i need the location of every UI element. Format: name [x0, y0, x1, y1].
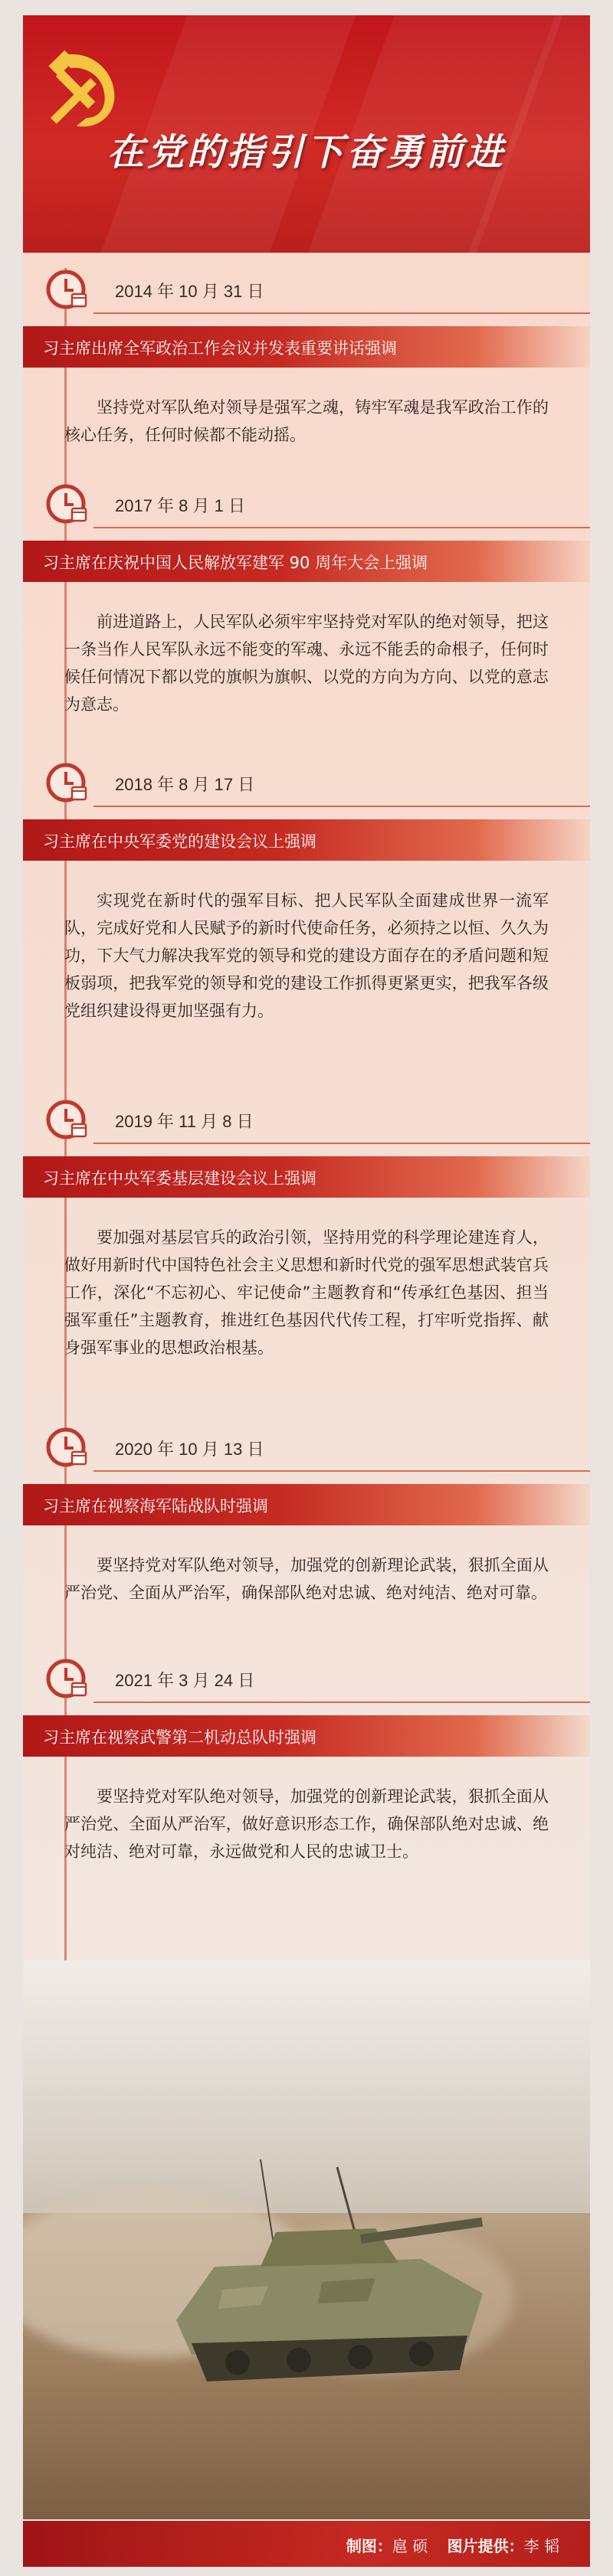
- entry-heading: 习主席在中央军委基层建设会议上强调: [43, 1169, 316, 1188]
- date-row: [23, 1095, 590, 1144]
- date-row: [23, 1423, 590, 1472]
- credits: [346, 2534, 559, 2556]
- entry-body: 实现党在新时代的强军目标、把人民军队全面建成世界一流军队，完成好党和人民赋予的新时代使命任务，必须持之以恒、久久为功，下大气力解决我军党的领导和党的建设方面存在的矛盾问题和短板弱项，把我军党的领导和党的建设工作抓得更紧更实，把我军各级党组织建设得更加坚强有力。: [64, 891, 549, 1020]
- clock-calendar-icon: [46, 761, 89, 804]
- timeline-entry: [23, 1095, 590, 1362]
- entry-heading-bar: [23, 541, 590, 582]
- entry-date: 2019 年 11 月 8 日: [115, 1112, 254, 1131]
- design-credit-label: 制图：: [346, 2537, 392, 2555]
- entry-heading: 习主席在视察武警第二机动总队时强调: [43, 1728, 316, 1747]
- header-banner: [23, 15, 590, 253]
- photo-credit-label: 图片提供：: [447, 2537, 524, 2555]
- entry-heading: 习主席在视察海军陆战队时强调: [43, 1497, 268, 1515]
- armored-vehicle-icon: [146, 2152, 513, 2404]
- entry-body: 要加强对基层官兵的政治引领，坚持用党的科学理论建连育人，做好用新时代中国特色社会主义思想和新时代党的强军思想武装官兵工作，深化“不忘初心、牢记使命”主题教育和“传承红色基因、担当强军重任”主题教育，推进红色基因代代传工程，打牢听党指挥、献身强军事业的思想政治根基。: [64, 1228, 549, 1357]
- date-row: [23, 1654, 590, 1703]
- entry-heading-bar: [23, 819, 590, 861]
- timeline-entry: [23, 479, 590, 718]
- entry-body: 要坚持党对军队绝对领导，加强党的创新理论武装，狠抓全面从严治党、全面从严治军，确保部队绝对忠诚、绝对纯洁、绝对可靠。: [64, 1556, 549, 1602]
- clock-calendar-icon: [46, 268, 89, 311]
- entry-date: 2021 年 3 月 24 日: [115, 1671, 255, 1690]
- timeline-entry: [23, 265, 590, 449]
- credits-bar: [23, 2521, 590, 2567]
- armored-vehicle-photo: [23, 1960, 590, 2519]
- date-row: [23, 479, 590, 528]
- clock-calendar-icon: [46, 1098, 89, 1141]
- date-row: [23, 758, 590, 807]
- entry-heading-bar: [23, 1484, 590, 1525]
- entry-heading: 习主席出席全军政治工作会议并发表重要讲话强调: [43, 339, 397, 358]
- entry-heading-bar: [23, 1156, 590, 1198]
- poster-panel: [23, 15, 590, 2567]
- design-credit-name: 扈 硕: [392, 2537, 428, 2555]
- clock-calendar-icon: [46, 1657, 89, 1700]
- page-title: 在党的指引下奋勇前进: [107, 131, 506, 174]
- entry-body: 前进道路上，人民军队必须牢牢坚持党对军队的绝对领导，把这一条当作人民军队永远不能变的军魂、永远不能丢的命根子，任何时候任何情况下都以党的旗帜为旗帜、以党的方向为方向、以党的意志为意志。: [64, 613, 549, 714]
- entry-heading-bar: [23, 326, 590, 368]
- entry-body: 坚持党对军队绝对领导是强军之魂，铸牢军魂是我军政治工作的核心任务，任何时候都不能动摇。: [64, 398, 549, 444]
- clock-calendar-icon: [46, 1426, 89, 1469]
- photo-credit-name: 李 韬: [523, 2537, 559, 2555]
- timeline-entry: [23, 758, 590, 1025]
- entry-heading-bar: [23, 1715, 590, 1757]
- entry-date: 2017 年 8 月 1 日: [115, 496, 245, 515]
- clock-calendar-icon: [46, 482, 89, 525]
- entry-heading: 习主席在中央军委党的建设会议上强调: [43, 832, 316, 851]
- timeline-entry: [23, 1654, 590, 1865]
- entry-date: 2014 年 10 月 31 日: [115, 282, 264, 301]
- entry-heading: 习主席在庆祝中国人民解放军建军 90 周年大会上强调: [43, 554, 428, 572]
- entry-date: 2018 年 8 月 17 日: [115, 775, 255, 794]
- entry-date: 2020 年 10 月 13 日: [115, 1440, 264, 1459]
- entry-body: 要坚持党对军队绝对领导，加强党的创新理论武装，狠抓全面从严治党、全面从严治军，做好意识形态工作，确保部队绝对忠诚、绝对纯洁、绝对可靠，永远做党和人民的忠诚卫士。: [64, 1787, 549, 1861]
- timeline-entry: [23, 1423, 590, 1607]
- date-row: [23, 265, 590, 314]
